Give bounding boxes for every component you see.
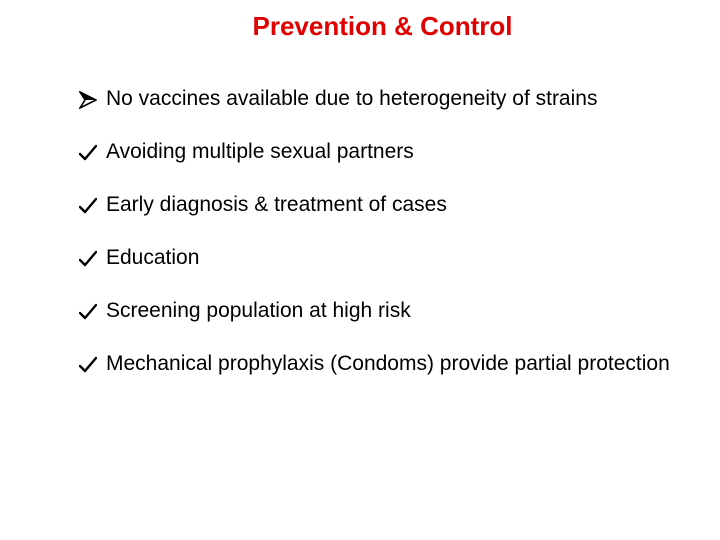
bullet-text: Screening population at high risk — [106, 299, 411, 322]
bullet-item — [77, 284, 697, 337]
bullet-item — [77, 178, 697, 231]
checkmark-icon — [77, 284, 99, 337]
checkmark-icon — [77, 337, 99, 390]
bullet-list — [77, 72, 697, 390]
bullet-text: Early diagnosis & treatment of cases — [106, 193, 447, 216]
bullet-text: No vaccines available due to heterogeneity of strains — [106, 87, 598, 110]
bullet-item — [77, 231, 697, 284]
slide-title: Prevention & Control — [252, 11, 513, 41]
checkmark-icon — [77, 231, 99, 284]
checkmark-icon — [77, 178, 99, 231]
bullet-text: Mechanical prophylaxis (Condoms) provide partial protection — [106, 352, 670, 375]
arrow-bullet-icon — [77, 72, 99, 125]
checkmark-icon — [77, 125, 99, 178]
bullet-item — [77, 72, 697, 125]
bullet-item — [77, 337, 697, 390]
bullet-text: Education — [106, 246, 200, 269]
bullet-text: Avoiding multiple sexual partners — [106, 140, 414, 163]
bullet-item — [77, 125, 697, 178]
